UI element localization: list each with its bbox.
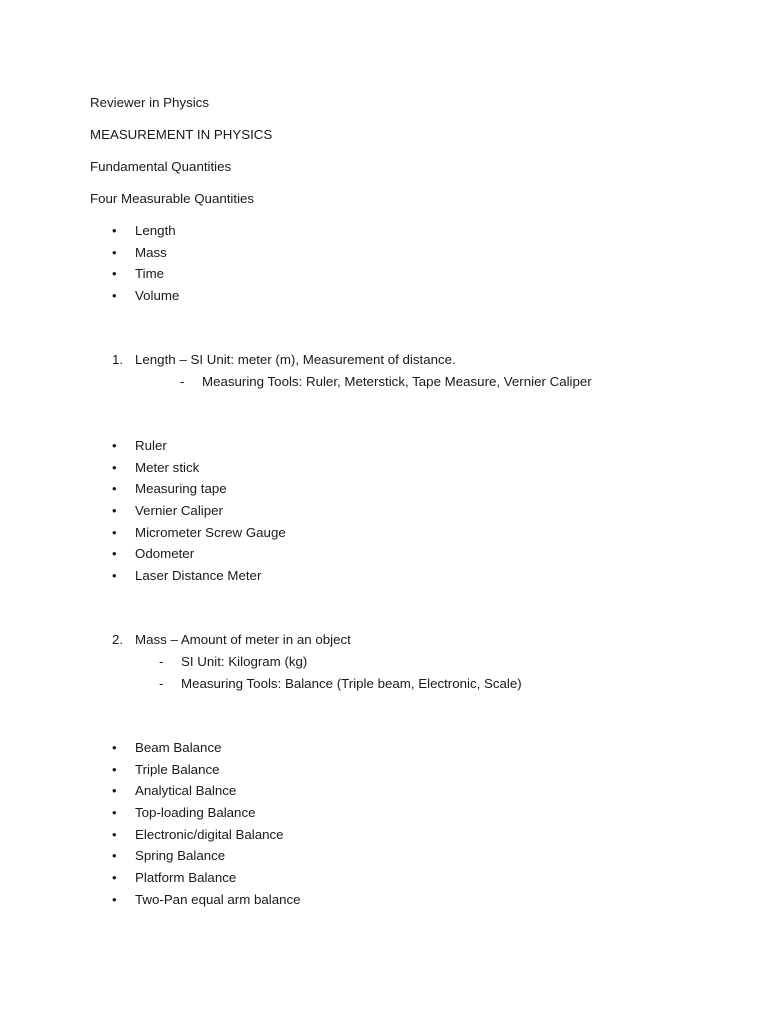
list-item: • Micrometer Screw Gauge xyxy=(112,524,286,540)
list-item: • Triple Balance xyxy=(112,761,220,777)
bullet-icon: • xyxy=(112,524,117,540)
list-item: • Electronic/digital Balance xyxy=(112,826,284,842)
list-item: • Platform Balance xyxy=(112,870,237,886)
length-tools-list xyxy=(112,438,286,590)
bullet-icon: • xyxy=(112,503,117,519)
list-item: • Vernier Caliper xyxy=(112,503,223,519)
bullet-icon: • xyxy=(112,481,117,497)
list-number: 1. xyxy=(112,352,124,367)
bullet-icon: • xyxy=(112,438,117,453)
list-item: 1. Length – SI Unit: meter (m), Measurement of distance. xyxy=(112,352,456,367)
dash-icon: - xyxy=(159,675,164,691)
bullet-icon: • xyxy=(112,870,117,886)
list-item: 2. Mass – Amount of meter in an object xyxy=(112,632,351,647)
list-item: • Laser Distance Meter xyxy=(112,568,262,584)
list-item: • Volume xyxy=(112,288,180,304)
dash-icon: - xyxy=(180,374,185,389)
bullet-icon: • xyxy=(112,826,117,842)
list-item: • Two-Pan equal arm balance xyxy=(112,891,301,907)
numbered-item-mass xyxy=(112,632,351,654)
bullet-icon: • xyxy=(112,568,117,584)
list-item: • Ruler xyxy=(112,438,167,453)
list-item: • Spring Balance xyxy=(112,848,226,864)
list-item: - SI Unit: Kilogram (kg) xyxy=(159,654,308,669)
length-details-list xyxy=(180,374,592,396)
document-title: Reviewer in Physics xyxy=(90,95,209,110)
bullet-icon: • xyxy=(112,288,117,304)
list-item: - Measuring Tools: Balance (Triple beam, Electronic, Scale) xyxy=(159,675,522,691)
list-item: • Top-loading Balance xyxy=(112,805,256,821)
list-item: • Length xyxy=(112,223,176,238)
subsection-heading: Fundamental Quantities xyxy=(90,159,232,174)
dash-icon: - xyxy=(159,654,164,669)
list-number: 2. xyxy=(112,632,124,647)
bullet-icon: • xyxy=(112,546,117,562)
bullet-icon: • xyxy=(112,266,117,282)
list-item: • Beam Balance xyxy=(112,740,222,755)
bullet-icon: • xyxy=(112,740,117,755)
list-item: - Measuring Tools: Ruler, Meterstick, Tape Measure, Vernier Caliper xyxy=(180,374,592,389)
bullet-icon: • xyxy=(112,891,117,907)
list-item: • Time xyxy=(112,266,165,282)
bullet-icon: • xyxy=(112,223,117,238)
list-item: • Mass xyxy=(112,244,167,260)
bullet-icon: • xyxy=(112,805,117,821)
bullet-icon: • xyxy=(112,244,117,260)
quantities-list xyxy=(112,223,180,310)
bullet-icon: • xyxy=(112,783,117,799)
section-heading: MEASUREMENT IN PHYSICS xyxy=(90,127,273,142)
bullet-icon: • xyxy=(112,848,117,864)
list-item: • Analytical Balnce xyxy=(112,783,237,799)
bullet-icon: • xyxy=(112,761,117,777)
bullet-icon: • xyxy=(112,459,117,475)
intro-paragraph: Four Measurable Quantities xyxy=(90,191,255,206)
list-item: • Meter stick xyxy=(112,459,200,475)
list-item: • Measuring tape xyxy=(112,481,227,497)
mass-details-list xyxy=(159,654,522,697)
mass-tools-list xyxy=(112,740,301,914)
list-item: • Odometer xyxy=(112,546,195,562)
numbered-item-length xyxy=(112,352,456,374)
